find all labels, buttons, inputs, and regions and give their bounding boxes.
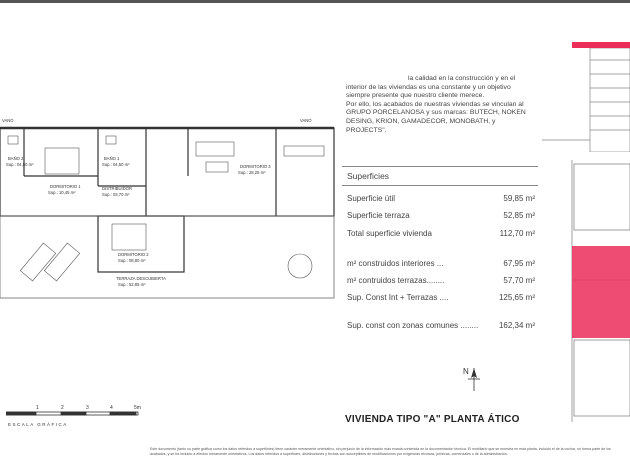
toilet-1 <box>106 136 116 144</box>
intro-line: DESING, KRION, GAMADECOR, MONOBATH, y PROJECTS". <box>346 117 496 134</box>
room-area: Sup.: 52,85 m² <box>118 282 146 287</box>
intro-line: siempre presente que nuestro cliente merece. <box>346 92 485 100</box>
superficie-row <box>347 194 535 203</box>
highlighted-unit <box>572 246 630 338</box>
row-value: 52,85 m² <box>503 211 535 220</box>
room-label: TERRAZA DESCUBIERTA <box>116 276 166 281</box>
room-area: Sup.: 04,50 m² <box>102 162 130 167</box>
disclaimer-text: Este documento (tanto su parte gráfica como los datos referidos a superficies) tiene carácter meramente orientativo, sin perjuicio de la información más exacta contenida en la documentación técnica. El mobiliario que se muestra en esta planta, incluido el de la cocina, no forma parte de los acabados, y se ha incluido a efectos meramente orientativos. Los datos referidos a superficies, distribuciones y fechas son susceptibles de modificaciones por exigencias técnicas, jurídicas, comerciales o de la administración. <box>150 447 611 456</box>
highlighted-floor <box>572 42 630 48</box>
room-label: DORMITORIO 1 <box>50 184 81 189</box>
room-area: Sup.: 10,45 m² <box>48 190 76 195</box>
row-label: Total superficie vivienda <box>347 229 432 238</box>
bed-1 <box>45 148 79 174</box>
vano-label: VANO <box>300 118 312 123</box>
row-value: 112,70 m² <box>499 229 535 238</box>
superficie-row <box>347 211 535 220</box>
row-label: Superficie útil <box>347 194 396 203</box>
superficies-title: Superficies <box>342 166 538 186</box>
dormitorio-2-outline <box>98 216 184 272</box>
intro-line: la calidad en la construcción y en el <box>408 75 516 82</box>
row-label: Superficie terraza <box>347 211 410 220</box>
row-value: 162,34 m² <box>498 321 535 330</box>
superficie-row <box>347 321 535 330</box>
intro-line: GRUPO PORCELANOSA y sus marcas: BUTECH, NOKEN <box>346 109 526 117</box>
room-label: DORMITORIO 2 <box>118 252 149 257</box>
scale-bar <box>6 404 146 430</box>
building-elevation <box>542 0 630 152</box>
scale-tick: 4 <box>110 405 113 411</box>
plan-title: VIVIENDA TIPO "A" PLANTA ÁTICO <box>345 414 520 425</box>
table <box>206 162 228 172</box>
sofa <box>196 142 234 156</box>
row-label: m² contruidos terrazas........ <box>347 276 445 285</box>
vano-label: VANO <box>2 118 14 123</box>
row-value: 67,95 m² <box>503 259 535 268</box>
scale-caption: ESCALA GRÁFICA <box>8 422 68 427</box>
compass-letter: N <box>463 367 469 376</box>
superficies-table <box>342 166 538 330</box>
scale-tick: 2 <box>61 405 64 411</box>
scale-tick: 3 <box>86 405 89 411</box>
room-label: BAÑO 1 <box>104 156 120 161</box>
row-value: 59,85 m² <box>503 194 535 203</box>
room-area: Sup.: 08,80 m² <box>118 258 146 263</box>
room-area: Sup.: 28,25 m² <box>238 170 266 175</box>
row-label: Sup. Const Int + Terrazas .... <box>347 293 449 302</box>
terrace-outline <box>0 216 334 298</box>
floor-plan <box>0 106 340 306</box>
superficie-row <box>347 259 535 268</box>
intro-line: interior de las viviendas es una constante y un objetivo <box>346 83 511 91</box>
room-area: Sup.: 04,50 m² <box>6 162 34 167</box>
north-compass-icon <box>462 366 486 392</box>
superficie-row <box>347 229 535 238</box>
room-label: DORMITORIO 3 <box>240 164 271 169</box>
interior-outline <box>0 128 334 216</box>
lounger-2 <box>44 243 79 281</box>
superficie-row <box>347 293 535 302</box>
terrace-table <box>288 254 312 278</box>
scale-tick: 1 <box>36 405 39 411</box>
key-plan <box>568 160 630 422</box>
row-label: Sup. const con zonas comunes ........ <box>347 321 479 330</box>
row-value: 57,70 m² <box>503 276 535 285</box>
toilet-2 <box>8 136 18 144</box>
lounger-1 <box>20 243 55 281</box>
scale-tick: 5m <box>134 405 141 411</box>
intro-text <box>346 75 536 135</box>
room-area: Sup.: 03,70 m² <box>102 192 130 197</box>
room-label: BAÑO 2 <box>8 156 24 161</box>
bed-2 <box>112 224 146 250</box>
intro-line: Por ello, los acabados de nuestras viviendas se vinculan al <box>346 100 524 108</box>
room-label: DISTRIBUIDOR <box>102 186 133 191</box>
superficie-row <box>347 276 535 285</box>
row-label: m² construidos interiores ... <box>347 259 444 268</box>
row-value: 125,65 m² <box>498 293 535 302</box>
top-bar <box>0 0 630 3</box>
kitchen-counter <box>284 146 324 156</box>
